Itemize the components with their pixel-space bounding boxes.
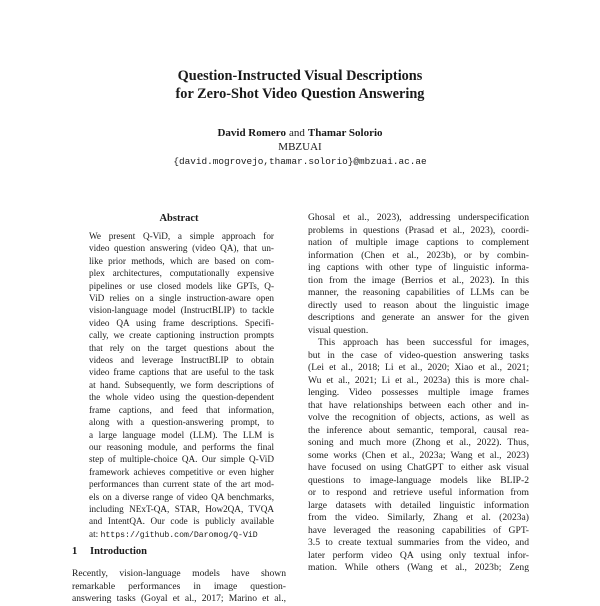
author-1: David Romero	[217, 127, 286, 139]
body-line: have leveraged the reasoning capabilities of GPT-	[308, 524, 529, 536]
body-line: descriptions and generate an answer for the given	[308, 312, 529, 323]
abstract-line: framework achieves competitive or even higher	[89, 466, 274, 477]
abstract-line: step of multiple-choice QA. Our simple Q-ViD	[89, 454, 274, 465]
body-line: mation. While others (Wang et al., 2023b; Zeng	[308, 562, 529, 573]
body-line: some works (Chen et al., 2023a; Wang et al., 2023)	[308, 449, 529, 461]
body-line: Ghosal et al., 2023), addressing underspecification	[308, 212, 529, 223]
author-emails: {david.mogrovejo,thamar.solorio}@mbzuai.ac.ae	[173, 156, 427, 167]
author-2: Thamar Solorio	[307, 127, 383, 139]
abstract-line: video frame captions that are useful to the task	[89, 367, 274, 378]
body-line: that have relationships between each other and in-	[308, 399, 529, 411]
intro-line: Recently, vision-language models have shown	[72, 568, 286, 579]
body-line: visual question.	[308, 324, 369, 336]
section-number: 1	[72, 546, 78, 557]
body-line: questions to image-language models like BLIP-2	[308, 474, 529, 486]
body-line: large datasets with detailed linguistic information	[308, 499, 529, 511]
abstract-body	[89, 230, 274, 542]
body-line: the inference about semantic, temporal, causal rea-	[308, 424, 529, 436]
author-conjunction: and	[288, 127, 305, 139]
section-heading-introduction	[72, 545, 147, 558]
abstract-line: like prior methods, which are based on com-	[89, 255, 274, 266]
body-line: have focused on using ChatGPT to either ask visual	[308, 462, 529, 473]
abstract-line: our reasoning module, and performs the final	[89, 441, 274, 452]
right-column-body	[308, 212, 529, 575]
abstract-line: vision-language model (InstructBLIP) to tackle	[89, 305, 274, 316]
body-line: or to respond and retrieve useful information from	[308, 487, 529, 498]
paragraph-start-line: This approach has been successful for images,	[318, 337, 529, 348]
body-line: Wu et al., 2021; Li et al., 2023a) this is more chal-	[308, 374, 529, 386]
abstract-line: els on a diverse range of video QA benchmarks,	[89, 491, 274, 502]
abstract-line: frame captions, and feed that information,	[89, 404, 274, 415]
code-url-link[interactable]: https://github.com/Daromog/Q-ViD	[100, 530, 258, 540]
authors	[0, 126, 600, 140]
intro-line: answering tasks (Goyal et al., 2017; Marino et al.,	[72, 593, 286, 604]
abstract-line: along with a question-answering prompt, to	[89, 417, 274, 428]
abstract-line: including NExT-QA, STAR, How2QA, TVQA	[89, 503, 274, 514]
body-line: 3.5 to create textual summaries from the video, and	[308, 537, 529, 548]
body-line: from the video. Similarly, Zhang et al. (2023a)	[308, 512, 529, 523]
abstract-line: video question answering (video QA), that un-	[89, 243, 274, 254]
abstract-line: at hand. Subsequently, we form descriptions of	[89, 379, 274, 390]
abstract-line: performances than current state of the art mod-	[89, 479, 274, 490]
abstract-line: videos and leverage InstructBLIP to obtain	[89, 355, 274, 366]
abstract-line: ViD relies on a single instruction-aware open	[89, 293, 274, 304]
intro-line: remarkable performances in image question-	[72, 580, 286, 592]
body-line: later perform video QA using only textual infor-	[308, 549, 529, 561]
abstract-line: and IntentQA. Our code is publicly available	[89, 516, 274, 527]
affiliation: MBZUAI	[278, 141, 322, 153]
abstract-line: plex architectures, computationally expensive	[89, 268, 274, 279]
paper-title	[0, 67, 600, 103]
body-line: volve the recognition of objects, actions, as well as	[308, 412, 529, 423]
code-prefix: at:	[89, 528, 101, 539]
body-line: soning and much more (Zhong et al., 2022). Thus,	[308, 437, 529, 448]
title-line-1: Question-Instructed Visual Descriptions	[177, 68, 423, 84]
abstract-line: pipelines or use closed models like GPTs, Q-	[89, 280, 274, 291]
body-line: lenging. Video possesses multiple image frames	[308, 387, 529, 398]
body-line: directly used to reason about the linguistic image	[308, 299, 529, 311]
body-line: information (Chen et al., 2023b), or by combin-	[308, 249, 529, 261]
body-line: but in the case of video-question answering tasks	[308, 349, 529, 361]
title-line-2: for Zero-Shot Video Question Answering	[175, 86, 425, 102]
abstract-line: video QA using frame descriptions. Specifi-	[89, 317, 274, 328]
abstract-heading: Abstract	[159, 213, 199, 224]
body-line: (Lei et al., 2018; Li et al., 2020; Xiao et al., 2021;	[308, 362, 529, 373]
abstract-line: a large language model (LLM). The LLM is	[89, 429, 274, 440]
body-line: manner, the reasoning capabilities of LLMs can be	[308, 287, 529, 298]
abstract-line: We present Q-ViD, a simple approach for	[89, 231, 274, 241]
section-title: Introduction	[90, 546, 147, 557]
abstract-line: cally, we create captioning instruction prompts	[89, 330, 274, 341]
body-line: ing captions with other type of linguistic informa-	[308, 262, 529, 273]
abstract-line: the whole video using the question-dependent	[89, 392, 274, 403]
body-line: tion from the image (Berrios et al., 2023). In this	[308, 274, 529, 286]
abstract-line: that rely on the target questions about the	[89, 342, 274, 353]
body-line: problems in questions (Prasad et al., 2023), coordi-	[308, 224, 529, 236]
body-line: nation of multiple image captions to complement	[308, 237, 529, 248]
abstract-line-code	[89, 528, 274, 542]
